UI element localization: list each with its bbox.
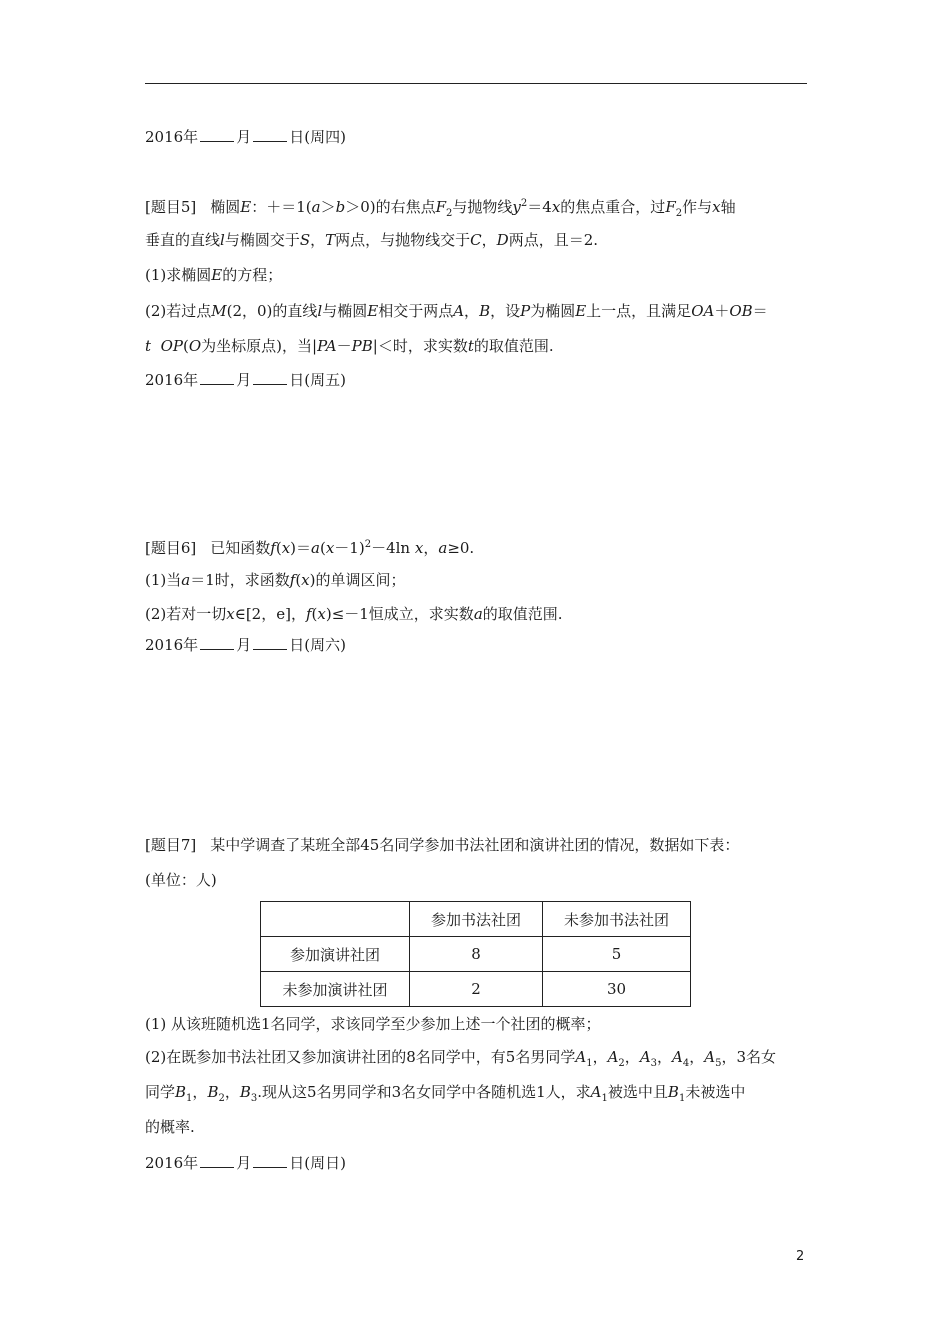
row-label: 参加演讲社团 <box>261 937 410 972</box>
problem5-line2 <box>145 230 598 250</box>
text: ＝ <box>752 302 768 320</box>
subscript: 1 <box>601 1093 608 1104</box>
day-blank[interactable] <box>253 635 287 650</box>
date-day: 日 <box>289 128 305 146</box>
text: ∈[2，e]， <box>234 605 306 623</box>
var: B <box>239 1083 251 1101</box>
text: |＜时，求实数 <box>372 337 468 355</box>
text: 与抛物线 <box>452 198 513 216</box>
text: 同学 <box>145 1083 176 1101</box>
text: )的单调区间； <box>309 571 406 589</box>
date-line-saturday <box>145 635 346 655</box>
date-month: 月 <box>236 1154 252 1172</box>
text: 的取值范围. <box>473 337 554 355</box>
var: OB <box>729 302 753 320</box>
text: ， <box>464 302 480 320</box>
text: (2)若对一切 <box>145 605 227 623</box>
var: E <box>240 198 252 216</box>
date-day: 日 <box>289 371 305 389</box>
day-blank[interactable] <box>253 370 287 385</box>
var: B <box>207 1083 219 1101</box>
weekday: (周日) <box>304 1154 346 1172</box>
table-row <box>261 972 691 1007</box>
table-header-cell: 参加书法社团 <box>410 902 543 937</box>
text: 未被选中 <box>685 1083 746 1101</box>
date-month: 月 <box>236 636 252 654</box>
date-month: 月 <box>236 371 252 389</box>
problem7-question2-end <box>145 1117 195 1137</box>
text: 相交于两点 <box>378 302 454 320</box>
var: E <box>367 302 379 320</box>
date-year: 2016年 <box>145 128 199 146</box>
text: 上一点，且满足 <box>586 302 692 320</box>
var: C <box>470 231 482 249</box>
superscript: 2 <box>364 539 372 550</box>
text: (2)若过点 <box>145 302 212 320</box>
text: ， <box>423 539 439 557</box>
var: PB <box>351 337 373 355</box>
text: ( <box>295 571 302 589</box>
superscript: 2 <box>520 198 528 209</box>
problem5-line1 <box>145 194 736 224</box>
var: l <box>317 302 323 320</box>
text: 为椭圆 <box>530 302 576 320</box>
var: x <box>226 605 235 623</box>
date-year: 2016年 <box>145 636 199 654</box>
subscript: 4 <box>682 1058 690 1069</box>
survey-table <box>260 901 691 1007</box>
table-row <box>261 937 691 972</box>
var: OA <box>691 302 715 320</box>
month-blank[interactable] <box>200 1153 234 1168</box>
problem5-question1 <box>145 265 282 285</box>
date-line-thursday <box>145 127 346 147</box>
text: ＋ <box>714 302 730 320</box>
table-cell: 30 <box>543 972 691 1007</box>
text: ≥0. <box>447 539 475 557</box>
problem7-unit <box>145 870 217 890</box>
text: ＞0)的右焦点 <box>345 198 436 216</box>
var: x <box>551 198 561 216</box>
problem6-question2 <box>145 604 563 624</box>
var: B <box>479 302 491 320</box>
var: t <box>145 337 152 355</box>
text: ， <box>592 1048 608 1066</box>
text: (1)当 <box>145 571 182 589</box>
text: 作与 <box>682 198 713 216</box>
text: ( <box>275 539 282 557</box>
text: 某中学调查了某班全部45名同学参加书法社团和演讲社团的情况，数据如下表： <box>210 836 740 854</box>
date-line-sunday <box>145 1153 346 1173</box>
var: f <box>270 539 276 557</box>
date-line-friday <box>145 370 346 390</box>
text: )≤－1恒成立，求实数 <box>325 605 474 623</box>
text: (单位：人) <box>145 871 217 889</box>
weekday: (周五) <box>304 371 346 389</box>
text: 为坐标原点)，当| <box>201 337 318 355</box>
text: ， <box>192 1083 208 1101</box>
subscript: 1 <box>586 1058 593 1069</box>
text: －1) <box>334 539 365 557</box>
table-header-row <box>261 902 691 937</box>
var: A <box>607 1048 619 1066</box>
text: (2，0)的直线 <box>226 302 318 320</box>
text: ( <box>311 605 318 623</box>
subscript: 2 <box>675 208 683 219</box>
var: E <box>575 302 587 320</box>
var: x <box>301 571 310 589</box>
table-cell: 2 <box>410 972 543 1007</box>
var: E <box>211 266 223 284</box>
var: l <box>220 231 225 249</box>
text: 已知函数 <box>210 539 271 557</box>
problem6-line1 <box>145 535 474 558</box>
problem7-tag: [题目7] <box>145 836 197 854</box>
text: 两点，与抛物线交于 <box>335 231 471 249</box>
var: x <box>414 539 424 557</box>
var: A <box>590 1083 602 1101</box>
text: 被选中且 <box>607 1083 668 1101</box>
problem5-tag: [题目5] <box>145 198 197 216</box>
row-label: 未参加演讲社团 <box>261 972 410 1007</box>
var: x <box>317 605 326 623</box>
text: 垂直的直线 <box>145 231 221 249</box>
header-rule <box>145 83 807 84</box>
text: (1)求椭圆 <box>145 266 212 284</box>
subscript: 1 <box>186 1093 193 1104</box>
problem7-question2-cont <box>145 1082 745 1109</box>
var: F <box>435 198 447 216</box>
var: PA <box>317 337 337 355</box>
subscript: 2 <box>618 1058 625 1069</box>
weekday: (周四) <box>304 128 346 146</box>
day-blank[interactable] <box>253 1153 287 1168</box>
table-cell: 5 <box>543 937 691 972</box>
text: －4ln <box>371 539 411 557</box>
var: a <box>311 198 321 216</box>
var: P <box>520 302 531 320</box>
var: x <box>325 539 335 557</box>
problem7-question1 <box>145 1014 601 1034</box>
date-year: 2016年 <box>145 1154 199 1172</box>
var: A <box>453 302 465 320</box>
var: f <box>289 571 296 589</box>
var: a <box>181 571 191 589</box>
text: ( <box>319 539 326 557</box>
var: b <box>335 198 346 216</box>
text: 的取值范围. <box>482 605 563 623</box>
problem7-question2 <box>145 1047 776 1074</box>
var: F <box>665 198 676 216</box>
problem5-question2-cont <box>145 336 554 356</box>
problem7-line1 <box>145 835 739 855</box>
subscript: 5 <box>715 1058 722 1069</box>
text: 轴 <box>720 198 736 216</box>
text: ：＋＝1( <box>251 198 312 216</box>
var: M <box>211 302 227 320</box>
month-blank[interactable] <box>200 370 234 385</box>
var: t <box>467 337 474 355</box>
problem6-question1 <box>145 570 406 590</box>
var: A <box>672 1048 683 1066</box>
text: 的焦点重合，过 <box>560 198 666 216</box>
text: (1) 从该班随机选1名同学，求该同学至少参加上述一个社团的概率； <box>145 1015 601 1033</box>
date-day: 日 <box>289 1154 305 1172</box>
text: 的概率. <box>145 1118 195 1136</box>
text: )＝ <box>290 539 312 557</box>
text: ， <box>657 1048 673 1066</box>
subscript: 2 <box>218 1093 225 1104</box>
day-blank[interactable] <box>253 127 287 142</box>
text: － <box>336 337 352 355</box>
var: B <box>175 1083 187 1101</box>
text: ＝1时，求函数 <box>190 571 290 589</box>
var: A <box>639 1048 651 1066</box>
table-cell <box>261 902 410 937</box>
subscript: 1 <box>678 1093 686 1104</box>
text: (2)在既参加书法社团又参加演讲社团的8名同学中，有5名男同学 <box>145 1048 576 1066</box>
text: 与椭圆交于 <box>224 231 300 249</box>
var: A <box>575 1048 587 1066</box>
subscript: 3 <box>650 1058 658 1069</box>
month-blank[interactable] <box>200 127 234 142</box>
problem5-question2 <box>145 301 768 321</box>
subscript: 3 <box>250 1093 258 1104</box>
var: x <box>281 539 291 557</box>
var: T <box>325 231 336 249</box>
weekday: (周六) <box>304 636 346 654</box>
text: ，设 <box>490 302 521 320</box>
var: S <box>299 231 311 249</box>
text: .现从这5名男同学和3名女同学中各随机选1人，求 <box>257 1083 591 1101</box>
text: 的方程； <box>222 266 283 284</box>
var: f <box>305 605 312 623</box>
month-blank[interactable] <box>200 635 234 650</box>
text: 两点，且＝2. <box>508 231 599 249</box>
date-month: 月 <box>236 128 252 146</box>
page-number: 2 <box>796 1249 805 1264</box>
text: ( <box>182 337 189 355</box>
var: D <box>496 231 509 249</box>
table-header-cell: 未参加书法社团 <box>543 902 691 937</box>
var: a <box>473 605 483 623</box>
text: ＞ <box>320 198 336 216</box>
text: ， <box>689 1048 705 1066</box>
var: B <box>667 1083 679 1101</box>
var: A <box>704 1048 716 1066</box>
var: y <box>512 198 521 216</box>
text: 椭圆 <box>210 198 241 216</box>
text: ，3名女 <box>721 1048 777 1066</box>
subscript: 2 <box>446 208 453 219</box>
problem6-tag: [题目6] <box>145 539 197 557</box>
text: ， <box>224 1083 240 1101</box>
var: O <box>188 337 202 355</box>
text: ， <box>310 231 326 249</box>
var: x <box>712 198 721 216</box>
text: ， <box>481 231 497 249</box>
text: ， <box>624 1048 640 1066</box>
var: a <box>311 539 320 557</box>
text: 与椭圆 <box>322 302 368 320</box>
date-day: 日 <box>289 636 305 654</box>
var: a <box>438 539 448 557</box>
var: OP <box>160 337 183 355</box>
text: ＝4 <box>527 198 552 216</box>
date-year: 2016年 <box>145 371 199 389</box>
table-cell: 8 <box>410 937 543 972</box>
